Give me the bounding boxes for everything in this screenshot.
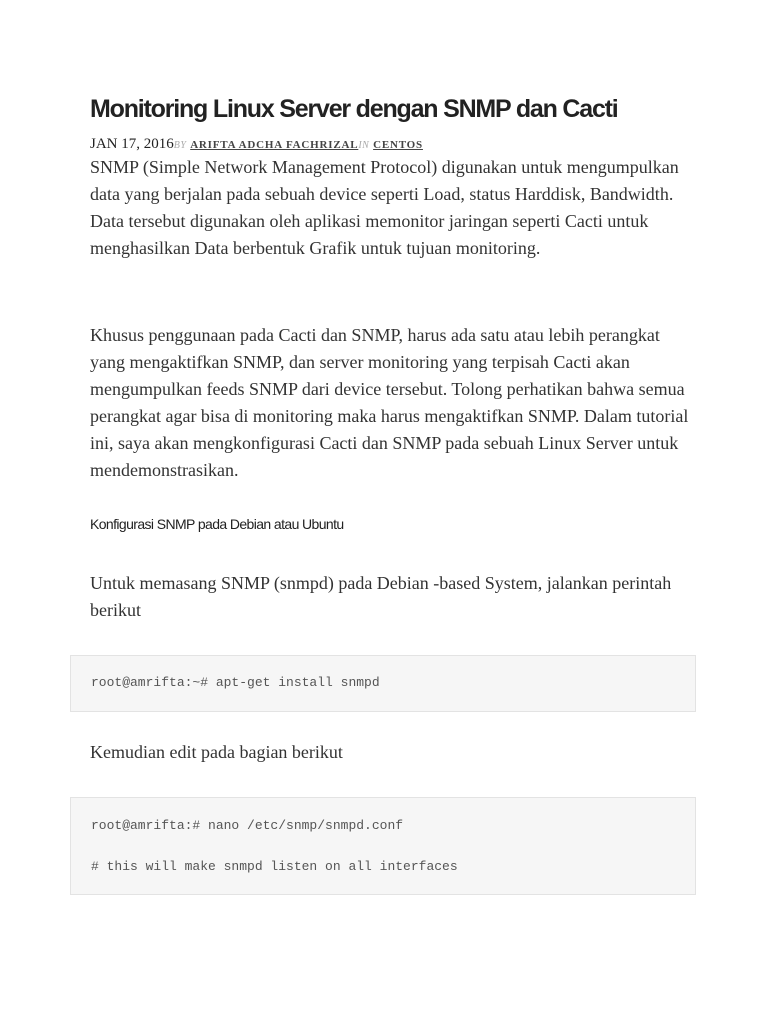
intro-paragraph: SNMP (Simple Network Management Protocol) digunakan untuk mengumpulkan data yang berjalan pada sebuah device seperti Load, status Harddisk, Bandwidth. Data tersebut digunakan oleh aplikasi memonitor jaringan seperti Cacti untuk menghasilkan Data berbentuk Grafik untuk tujuan monitoring. — [90, 157, 679, 258]
code-line[interactable]: root@amrifta:~# apt-get install snmpd — [91, 675, 380, 690]
category-link[interactable]: CENTOS — [373, 139, 423, 151]
code-block-config[interactable] — [70, 797, 696, 895]
by-label: BY — [173, 140, 187, 151]
author-link[interactable]: ARIFTA ADCHA FACHRIZAL — [190, 139, 359, 151]
body-paragraph: Khusus penggunaan pada Cacti dan SNMP, harus ada satu atau lebih perangkat yang mengaktifkan SNMP, dan server monitoring yang terpisah Cacti akan mengumpulkan feeds SNMP dari device tersebut. Tolong perhatikan bahwa semua perangkat agar bisa di monitoring maka harus mengaktifkan SNMP. Dalam tutorial ini, saya akan mengkonfigurasi Cacti dan SNMP pada sebuah Linux Server untuk mendemonstrasikan. — [90, 325, 689, 480]
code-block-install[interactable] — [70, 655, 696, 712]
post-date: JAN 17, 2016 — [90, 136, 174, 152]
post-title: Monitoring Linux Server dengan SNMP dan Cacti — [90, 95, 618, 123]
code-line[interactable]: root@amrifta:# nano /etc/snmp/snmpd.conf — [91, 818, 404, 833]
in-label: IN — [358, 140, 370, 151]
section-heading: Konfigurasi SNMP pada Debian atau Ubuntu — [90, 516, 344, 532]
code-line[interactable]: # this will make snmpd listen on all interfaces — [91, 859, 458, 874]
post-meta — [90, 134, 423, 156]
edit-instruction-paragraph: Kemudian edit pada bagian berikut — [90, 742, 343, 762]
install-instruction-paragraph: Untuk memasang SNMP (snmpd) pada Debian -based System, jalankan perintah berikut — [90, 573, 672, 620]
